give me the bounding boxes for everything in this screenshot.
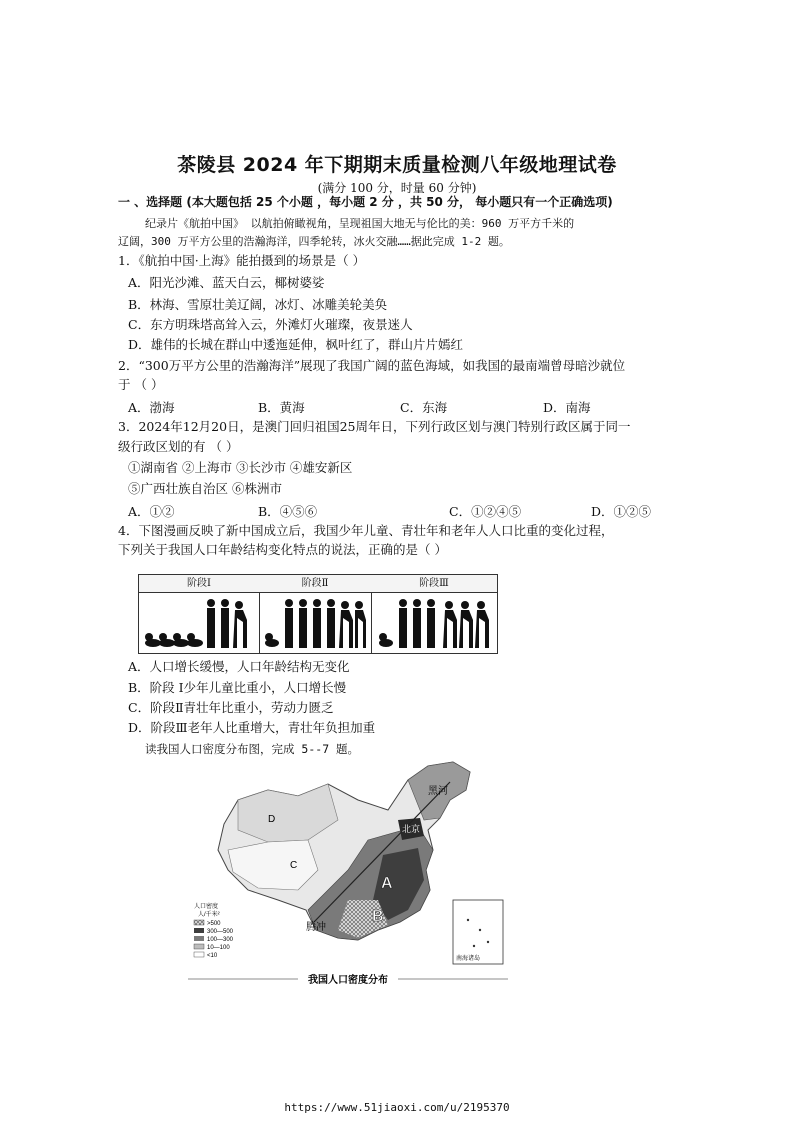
q3-items-line-1: ①湖南省 ②上海市 ③长沙市 ④雄安新区: [128, 460, 353, 475]
q2-stem-line-1: 2．“300万平方公里的浩瀚海洋”展现了我国广阔的蓝色海域，如我国的最南端曾母暗沙就位: [118, 358, 626, 373]
q1-stem: 1．《航拍中国·上海》能拍摄到的场景是（ ）: [118, 253, 366, 268]
q3-stem-line-1: 3．2024年12月20日，是澳门回归祖国25周年日，下列行政区划与澳门特别行政区属于同一: [118, 419, 631, 434]
q4-option-b[interactable]: B．阶段 Ⅰ少年儿童比重小，人口增长慢: [128, 680, 347, 695]
legend-item-1: >500: [207, 921, 221, 927]
q3-items-line-2: ⑤广西壮族自治区 ⑥株洲市: [128, 481, 282, 496]
q4-option-c[interactable]: C．阶段Ⅱ青壮年比重小，劳动力匮乏: [128, 700, 334, 715]
stage-2-people-icon: [259, 593, 371, 651]
stage-2-label: 阶段Ⅱ: [259, 575, 371, 593]
q2-option-a[interactable]: A．渤海: [128, 400, 175, 415]
q3-option-b[interactable]: B．④⑤⑥: [258, 504, 318, 519]
legend-item-4: 10—100: [207, 945, 230, 951]
q4-option-a[interactable]: A．人口增长缓慢，人口年龄结构无变化: [128, 659, 350, 674]
q3-option-d[interactable]: D．①②⑤: [591, 504, 652, 519]
map-label-c: C: [290, 860, 298, 871]
population-density-map: [188, 760, 508, 990]
china-map-graphic: [188, 760, 508, 990]
q5-7-intro: 读我国人口密度分布图，完成 5--7 题。: [145, 742, 360, 756]
q2-option-b[interactable]: B．黄海: [258, 400, 305, 415]
map-label-heihe: 黑河: [428, 786, 448, 797]
intro-line-1: 纪录片《航拍中国》 以航拍俯瞰视角，呈现祖国大地无与伦比的美：960 万平方千米的: [145, 217, 575, 230]
legend-title-2: 人/千米²: [198, 912, 220, 918]
stage-3-panel: [371, 575, 497, 653]
q1-option-d[interactable]: D．雄伟的长城在群山中逶迤延伸，枫叶红了，群山片片嫣红: [128, 337, 464, 352]
stage-3-label: 阶段Ⅲ: [371, 575, 497, 593]
map-inset-label: 南海诸岛: [456, 956, 481, 962]
exam-title: 茶陵县 2024 年下期期末质量检测八年级地理试卷: [177, 154, 617, 176]
q4-option-d[interactable]: D．阶段Ⅲ老年人比重增大，青壮年负担加重: [128, 720, 376, 735]
footer-url[interactable]: https://www.51jiaoxi.com/u/2195370: [284, 1101, 510, 1114]
legend-item-2: 300—500: [207, 929, 234, 935]
map-label-beijing: 北京: [402, 824, 421, 834]
exam-subtitle: (满分 100 分，时量 60 分钟): [317, 181, 477, 195]
q2-option-c[interactable]: C．东海: [400, 400, 448, 415]
q1-option-b[interactable]: B．林海、雪原壮美辽阔，冰灯、冰雕美轮美奂: [128, 297, 388, 312]
stage-1-panel: [139, 575, 260, 653]
q4-stem-line-2: 下列关于我国人口年龄结构变化特点的说法，正确的是（ ）: [118, 542, 447, 557]
map-caption: 我国人口密度分布: [308, 975, 388, 986]
legend-title-1: 人口密度: [194, 904, 219, 910]
map-label-d: D: [268, 814, 276, 825]
section-heading: 一 、选择题 (本大题包括 25 个小题 ，每小题 2 分 ，共 50 分， 每小题只有一个正确选项): [118, 195, 613, 209]
legend-item-5: <10: [207, 953, 218, 959]
stage-1-label: 阶段Ⅰ: [139, 575, 259, 593]
map-label-b: B: [372, 908, 384, 925]
map-label-tengchong: 腾冲: [306, 922, 326, 933]
stage-2-panel: [259, 575, 372, 653]
map-label-a: A: [381, 875, 393, 892]
q1-option-c[interactable]: C．东方明珠塔高耸入云，外滩灯火璀璨，夜景迷人: [128, 317, 413, 332]
q3-option-a[interactable]: A．①②: [128, 504, 175, 519]
q1-option-a[interactable]: A．阳光沙滩、蓝天白云，椰树婆娑: [128, 275, 325, 290]
q3-option-c[interactable]: C．①②④⑤: [449, 504, 522, 519]
q3-stem-line-2: 级行政区划的有 （ ）: [118, 439, 239, 454]
intro-line-2: 辽阔，300 万平方公里的浩瀚海洋，四季轮转，冰火交融……据此完成 1-2 题。: [118, 235, 510, 248]
legend-item-3: 100—300: [207, 937, 234, 943]
stage-1-people-icon: [139, 593, 259, 651]
stage-3-people-icon: [371, 593, 497, 651]
q2-option-d[interactable]: D．南海: [543, 400, 591, 415]
q2-stem-line-2: 于 （ ）: [118, 377, 164, 392]
population-stage-cartoon: [138, 574, 498, 654]
q4-stem-line-1: 4．下图漫画反映了新中国成立后，我国少年儿童、青壮年和老年人人口比重的变化过程，: [118, 523, 614, 538]
